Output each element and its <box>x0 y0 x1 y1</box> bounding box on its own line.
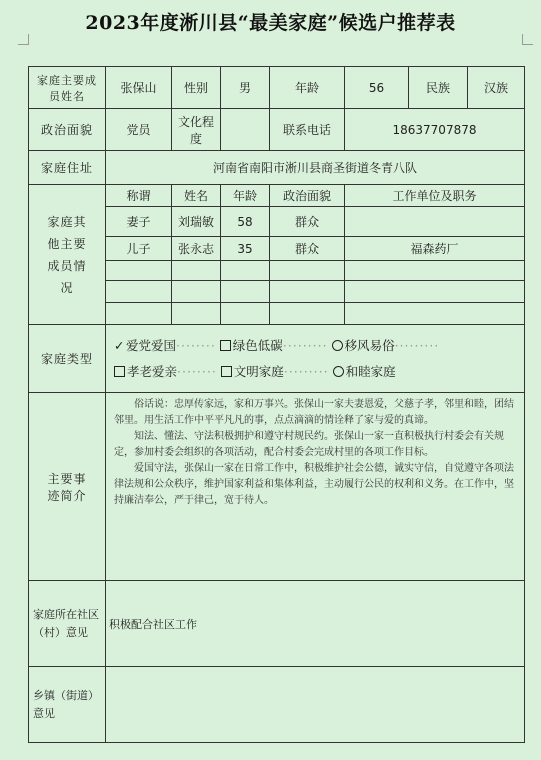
member-cell[interactable] <box>106 281 172 303</box>
members-label-text: 家庭其他主要成员情况 <box>47 214 87 295</box>
address-label: 家庭住址 <box>29 151 106 185</box>
township-opinion-label: 乡镇（街道）意见 <box>29 667 106 743</box>
family-type-options: ✓ 爱党爱国········ 绿色低碳········· 移风易俗········· 孝老爱亲········ 文明家庭········· 和睦家庭 <box>106 325 525 393</box>
deeds-paragraph: 知法、懂法、守法积极拥护和遵守村规民约。张保山一家一直积极执行村委会有关规定，参加村委会组织的各项活动，配合村委会完成村里的各项工作目标。 <box>114 431 504 458</box>
member-cell[interactable] <box>106 303 172 325</box>
member-cell[interactable] <box>345 281 525 303</box>
deeds-label-text: 主要事迹简介 <box>47 471 87 503</box>
family-type-label: 家庭类型 <box>29 325 106 393</box>
page-title: 2023年度淅川县“最美家庭”候选户推荐表 <box>85 12 456 34</box>
member-cell[interactable]: 群众 <box>270 207 345 237</box>
member-cell[interactable] <box>345 261 525 281</box>
age-value[interactable]: 56 <box>345 67 409 109</box>
option-civilized-family[interactable]: 文明家庭 <box>221 364 284 379</box>
option-harmonious-family[interactable]: 和睦家庭 <box>333 364 396 379</box>
member-cell[interactable]: 张永志 <box>172 237 221 261</box>
member-cell[interactable] <box>270 281 345 303</box>
gender-label: 性别 <box>172 67 221 109</box>
member-cell[interactable] <box>221 303 270 325</box>
ethnic-value[interactable]: 汉族 <box>468 67 525 109</box>
head-name-value[interactable]: 张保山 <box>106 67 172 109</box>
members-header-political: 政治面貌 <box>270 185 345 207</box>
community-opinion-label: 家庭所在社区（村）意见 <box>29 581 106 667</box>
member-cell[interactable]: 儿子 <box>106 237 172 261</box>
community-opinion-value[interactable] <box>106 581 525 667</box>
radio-circle-icon <box>332 340 343 351</box>
option-patriotic[interactable]: ✓ 爱党爱国 <box>114 338 176 353</box>
deeds-paragraph: 爱国守法，张保山一家在日常工作中，积极维护社会公德，诚实守信，自觉遵守各项法律法规和公众秩序，维护国家利益和集体利益，主动履行公民的权利和义务。在工作中，坚持廉洁奉公，严于律己，宽于待人。 <box>114 463 514 506</box>
phone-value[interactable]: 18637707878 <box>345 109 525 151</box>
option-filial-piety[interactable]: 孝老爱亲 <box>114 364 177 379</box>
deeds-label <box>29 393 106 581</box>
township-opinion-value[interactable] <box>106 667 525 743</box>
check-mark-icon: ✓ <box>114 337 125 353</box>
members-header-relation: 称谓 <box>106 185 172 207</box>
members-label <box>29 185 106 325</box>
checkbox-icon <box>221 366 232 377</box>
radio-circle-icon <box>333 366 344 377</box>
members-header-age: 年龄 <box>221 185 270 207</box>
gender-value[interactable]: 男 <box>221 67 270 109</box>
member-cell[interactable]: 福森药厂 <box>345 237 525 261</box>
community-opinion-text: 积极配合社区工作 <box>109 617 197 631</box>
recommendation-form-table <box>28 66 525 743</box>
age-label: 年龄 <box>270 67 345 109</box>
address-value[interactable]: 河南省南阳市淅川县商圣街道冬青八队 <box>106 151 525 185</box>
head-name-label: 家庭主要成员姓名 <box>29 67 106 109</box>
member-cell[interactable] <box>172 281 221 303</box>
member-cell[interactable] <box>270 303 345 325</box>
deeds-text[interactable] <box>106 393 525 581</box>
member-cell[interactable]: 妻子 <box>106 207 172 237</box>
member-cell[interactable] <box>221 261 270 281</box>
members-header-workplace: 工作单位及职务 <box>345 185 525 207</box>
ethnic-label: 民族 <box>409 67 468 109</box>
member-cell[interactable] <box>270 261 345 281</box>
deeds-paragraph: 俗话说：忠厚传家远，家和万事兴。张保山一家夫妻恩爱，父慈子孝，邻里和睦，团结邻里。用生活工作中平平凡凡的事，点点滴滴的情诠释了家与爱的真谛。 <box>114 399 514 426</box>
member-cell[interactable] <box>172 261 221 281</box>
member-cell[interactable] <box>345 303 525 325</box>
member-cell[interactable] <box>172 303 221 325</box>
member-cell[interactable] <box>106 261 172 281</box>
member-cell[interactable] <box>221 281 270 303</box>
education-value[interactable] <box>221 109 270 151</box>
margin-corner-mark <box>522 34 533 45</box>
checkbox-icon <box>220 340 231 351</box>
checkbox-icon <box>114 366 125 377</box>
education-label: 文化程度 <box>172 109 221 151</box>
political-label: 政治面貌 <box>29 109 106 151</box>
member-cell[interactable]: 35 <box>221 237 270 261</box>
member-cell[interactable] <box>345 207 525 237</box>
option-customs-reform[interactable]: 移风易俗 <box>332 338 395 353</box>
members-header-name: 姓名 <box>172 185 221 207</box>
member-cell[interactable]: 58 <box>221 207 270 237</box>
member-cell[interactable]: 群众 <box>270 237 345 261</box>
margin-corner-mark <box>18 34 29 45</box>
political-value[interactable]: 党员 <box>106 109 172 151</box>
member-cell[interactable]: 刘瑞敏 <box>172 207 221 237</box>
option-green-lowcarbon[interactable]: 绿色低碳 <box>220 338 283 353</box>
phone-label: 联系电话 <box>270 109 345 151</box>
